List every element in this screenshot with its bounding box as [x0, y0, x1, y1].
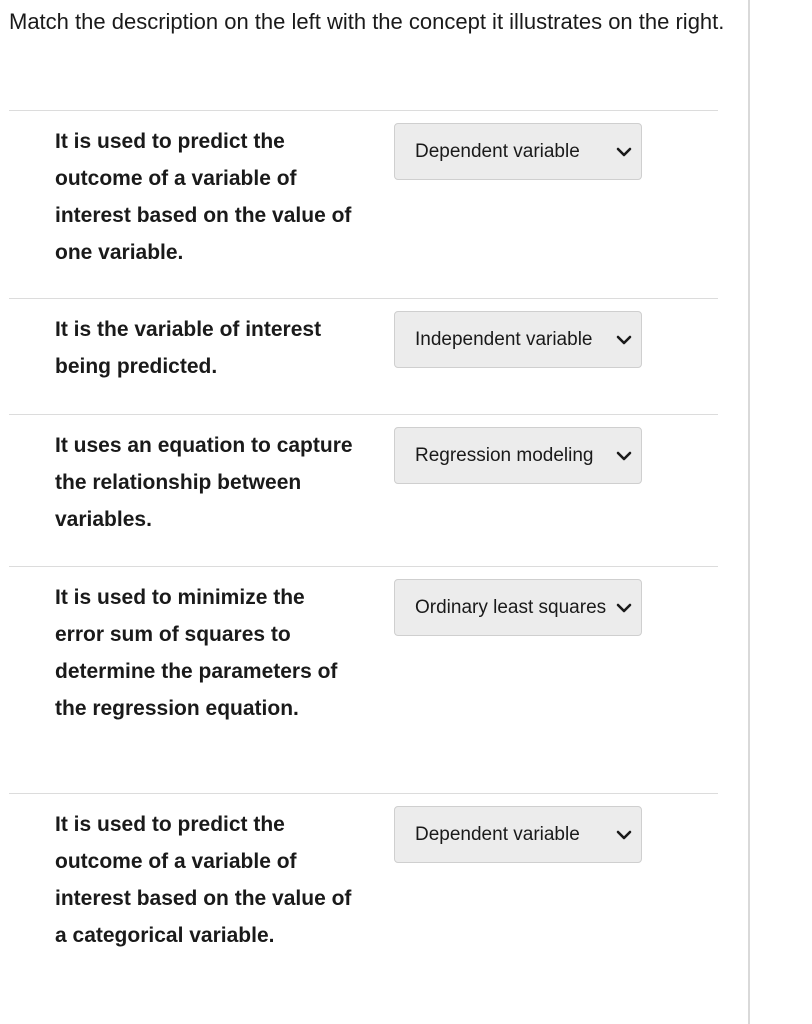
selected-answer: Dependent variable	[415, 141, 580, 162]
answer-select[interactable]	[394, 579, 642, 636]
selected-answer: Independent variable	[415, 329, 593, 350]
match-row	[9, 566, 718, 794]
chevron-down-icon	[615, 447, 633, 465]
chevron-down-icon	[615, 331, 633, 349]
match-row	[9, 298, 718, 415]
answer-select[interactable]	[394, 123, 642, 180]
row-description: It is used to predict the outcome of a variable of interest based on the value of one variable.	[55, 130, 352, 264]
selected-answer: Regression modeling	[415, 445, 594, 466]
row-description: It uses an equation to capture the relationship between variables.	[55, 434, 353, 531]
answer-select[interactable]	[394, 806, 642, 863]
answer-select[interactable]	[394, 427, 642, 484]
chevron-down-icon	[615, 826, 633, 844]
chevron-down-icon	[615, 599, 633, 617]
match-row	[9, 793, 718, 1024]
panel-divider	[748, 0, 750, 1024]
question-instructions: Match the description on the left with the concept it illustrates on the right.	[9, 9, 725, 34]
row-description: It is the variable of interest being predicted.	[55, 318, 322, 378]
row-description: It is used to predict the outcome of a variable of interest based on the value of a categorical variable.	[55, 813, 352, 947]
row-description: It is used to minimize the error sum of squares to determine the parameters of the regression equation.	[55, 586, 338, 720]
match-row	[9, 414, 718, 567]
selected-answer: Dependent variable	[415, 824, 580, 845]
match-row	[9, 110, 718, 299]
selected-answer: Ordinary least squares	[415, 597, 607, 618]
answer-select[interactable]	[394, 311, 642, 368]
chevron-down-icon	[615, 143, 633, 161]
